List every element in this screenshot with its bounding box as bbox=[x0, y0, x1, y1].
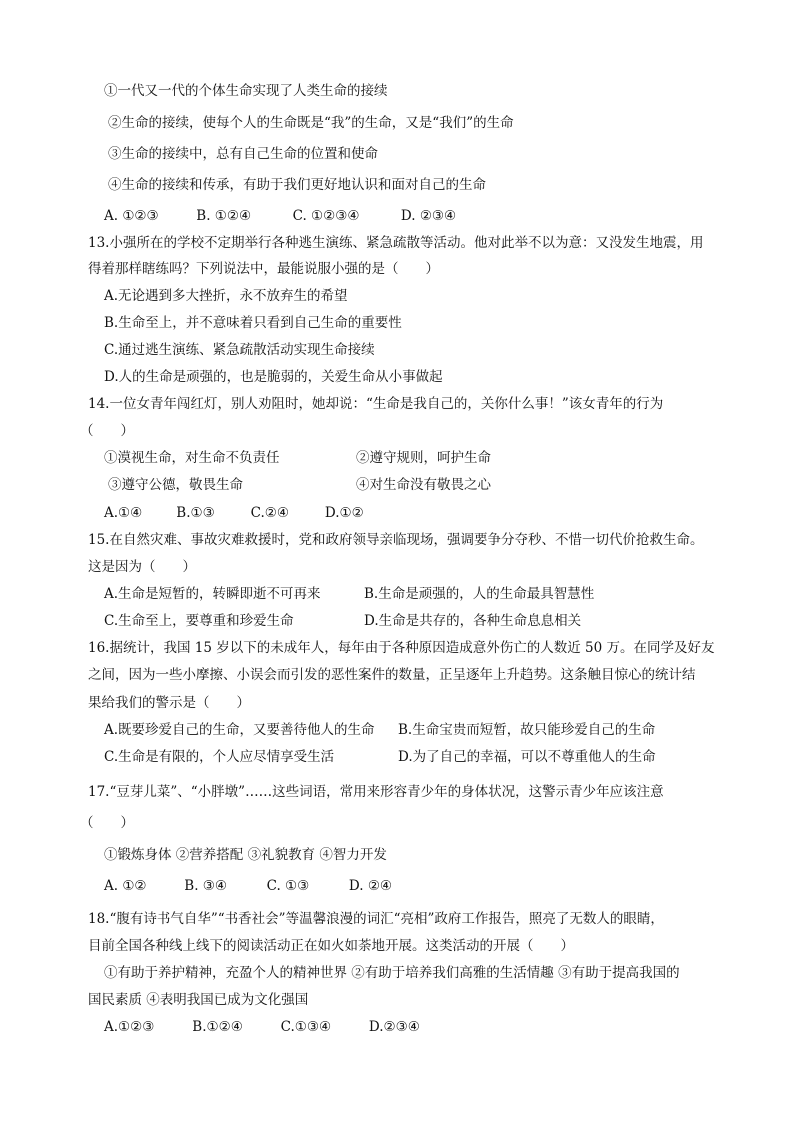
q14-stem-line-2: （ ） bbox=[80, 423, 134, 439]
q18-stem-line-2: 目前全国各种线上线下的阅读活动正在如火如荼地开展。这类活动的开展（ ） bbox=[88, 938, 574, 954]
q17-stem-line-2: （ ） bbox=[80, 815, 134, 831]
q18-options bbox=[104, 1018, 420, 1036]
q14-statement-4: ④对生命没有敬畏之心 bbox=[356, 477, 491, 493]
q18-stem-line-1: 18.“腹有诗书气自华”“书香社会”等温馨浪漫的词汇“亮相”政府工作报告，照亮了无数人的眼睛， bbox=[88, 911, 664, 927]
q14-stem-line-1: 14.一位女青年闯红灯，别人劝阻时，她却说：“生命是我自己的，关你什么事！”该女青年的行为 bbox=[88, 396, 664, 412]
q18-option-c: C.①③④ bbox=[280, 1019, 332, 1035]
q18-option-d: D.②③④ bbox=[368, 1019, 420, 1035]
q17-options bbox=[104, 877, 392, 895]
q17-statements: ①锻炼身体 ②营养搭配 ③礼貌教育 ④智力开发 bbox=[104, 847, 387, 863]
q13-option-c: C.通过逃生演练、紧急疏散活动实现生命接续 bbox=[104, 342, 375, 358]
q12-option-c: C. ①②③④ bbox=[292, 208, 360, 224]
q16-stem-line-1: 16.据统计，我国 15 岁以下的未成年人，每年由于各种原因造成意外伤亡的人数近 50 万。在同学及好友 bbox=[88, 640, 715, 656]
q18-statements-line-1: ①有助于养护精神，充盈个人的精神世界 ②有助于培养我们高雅的生活情趣 ③有助于提高我国的 bbox=[104, 965, 680, 981]
q13-option-d: D.人的生命是顽强的，也是脆弱的，关爱生命从小事做起 bbox=[104, 369, 443, 385]
q12-statement-4: ④生命的接续和传承，有助于我们更好地认识和面对自己的生命 bbox=[108, 177, 486, 193]
q17-option-b: B. ③④ bbox=[184, 878, 228, 894]
q18-option-a: A.①②③ bbox=[104, 1019, 155, 1035]
q12-option-b: B. ①②④ bbox=[196, 208, 252, 224]
q16-option-d: D.为了自己的幸福，可以不尊重他人的生命 bbox=[398, 749, 656, 765]
q14-option-b: B.①③ bbox=[176, 505, 215, 521]
q13-stem-line-2: 得着那样瞎练吗？下列说法中，最能说服小强的是（ ） bbox=[88, 261, 439, 277]
q14-options bbox=[104, 504, 364, 522]
q16-option-b: B.生命宝贵而短暂，故只能珍爱自己的生命 bbox=[398, 722, 656, 738]
q17-option-c: C. ①③ bbox=[266, 878, 310, 894]
q16-stem-line-2: 之间，因为一些小摩擦、小误会而引发的恶性案件的数量，正呈逐年上升趋势。这条触目惊心的统计结 bbox=[88, 667, 696, 683]
q13-option-a: A.无论遇到多大挫折，永不放弃生的希望 bbox=[104, 288, 348, 304]
q15-option-d: D.生命是共存的，各种生命息息相关 bbox=[364, 613, 582, 629]
q15-stem-line-2: 这是因为（ ） bbox=[88, 559, 196, 575]
q12-statement-2: ②生命的接续，使每个人的生命既是“我”的生命，又是“我们”的生命 bbox=[108, 115, 514, 131]
q14-statement-1: ①漠视生命，对生命不负责任 bbox=[104, 450, 280, 466]
q15-stem-line-1: 15.在自然灾难、事故灾难救援时，党和政府领导亲临现场，强调要争分夺秒、不惜一切代价抢救生命。 bbox=[88, 532, 704, 548]
q12-option-d: D. ②③④ bbox=[400, 208, 457, 224]
q14-option-d: D.①② bbox=[324, 505, 364, 521]
q13-option-b: B.生命至上，并不意味着只看到自己生命的重要性 bbox=[104, 315, 402, 331]
q17-stem-line-1: 17.“豆芽儿菜”、“小胖墩”……这些词语，常用来形容青少年的身体状况，这警示青少年应该注意 bbox=[88, 784, 664, 800]
q14-option-c: C.②④ bbox=[250, 505, 289, 521]
q15-option-c: C.生命至上，要尊重和珍爱生命 bbox=[104, 613, 294, 629]
q12-options bbox=[104, 207, 456, 225]
q14-option-a: A.①④ bbox=[104, 505, 143, 521]
q13-stem-line-1: 13.小强所在的学校不定期举行各种逃生演练、紧急疏散等活动。他对此举不以为意：又没发生地震，用 bbox=[88, 235, 704, 251]
q18-option-b: B.①②④ bbox=[192, 1019, 243, 1035]
q16-option-c: C.生命是有限的，个人应尽情享受生活 bbox=[104, 749, 335, 765]
q12-statement-1: ①一代又一代的个体生命实现了人类生命的接续 bbox=[104, 83, 388, 99]
q17-option-a: A. ①② bbox=[104, 878, 147, 894]
q14-statement-3: ③遵守公德，敬畏生命 bbox=[108, 477, 243, 493]
q14-statement-2: ②遵守规则，呵护生命 bbox=[356, 450, 491, 466]
q12-statement-3: ③生命的接续中，总有自己生命的位置和使命 bbox=[108, 146, 378, 162]
q17-option-d: D. ②④ bbox=[348, 878, 393, 894]
q18-statements-line-2: 国民素质 ④表明我国已成为文化强国 bbox=[88, 992, 309, 1008]
q15-option-a: A.生命是短暂的，转瞬即逝不可再来 bbox=[104, 586, 321, 602]
q12-option-a: A. ①②③ bbox=[104, 208, 159, 224]
q16-option-a: A.既要珍爱自己的生命，又要善待他人的生命 bbox=[104, 722, 375, 738]
q16-stem-line-3: 果给我们的警示是（ ） bbox=[88, 695, 250, 711]
q15-option-b: B.生命是顽强的，人的生命最具智慧性 bbox=[364, 586, 595, 602]
